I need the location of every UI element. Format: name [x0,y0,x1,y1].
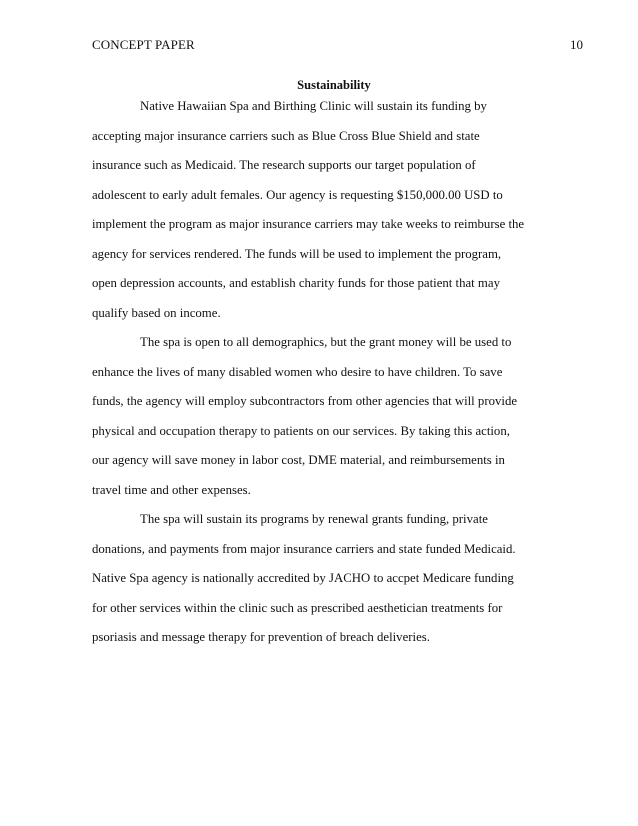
text-line: funds, the agency will employ subcontractors from other agencies that will provide [92,394,518,408]
body-text [92,98,552,659]
text-line: for other services within the clinic such as prescribed aesthetician treatments for [92,600,503,615]
text-line: psoriasis and message therapy for prevention of breach deliveries. [92,630,430,644]
text-line: Native Hawaiian Spa and Birthing Clinic will sustain its funding by [140,99,487,113]
text-line: qualify based on income. [92,305,221,320]
text-line: enhance the lives of many disabled women who desire to have children. To save [92,364,503,379]
text-line: physical and occupation therapy to patients on our services. By taking this action, [92,423,510,438]
text-line: our agency will save money in labor cost, DME material, and reimbursements in [92,453,505,467]
text-line: implement the program as major insurance carriers may take weeks to reimburse the [92,217,525,231]
text-line: The spa is open to all demographics, but the grant money will be used to [140,335,512,349]
text-line: open depression accounts, and establish charity funds for those patient that may [92,276,500,290]
text-line: The spa will sustain its programs by renewal grants funding, private [140,512,488,526]
text-line: donations, and payments from major insurance carriers and state funded Medicaid. [92,541,516,556]
text-line: insurance such as Medicaid. The research supports our target population of [92,158,476,172]
text-line: travel time and other expenses. [92,482,251,497]
page-number: 10 [570,37,583,52]
running-head: CONCEPT PAPER [92,37,195,52]
text-line: agency for services rendered. The funds will be used to implement the program, [92,246,502,261]
section-heading: Sustainability [297,78,371,92]
text-line: Native Spa agency is nationally accredited by JACHO to accpet Medicare funding [92,571,514,585]
text-line: adolescent to early adult females. Our agency is requesting $150,000.00 USD to [92,187,503,202]
text-line: accepting major insurance carriers such as Blue Cross Blue Shield and state [92,128,480,143]
